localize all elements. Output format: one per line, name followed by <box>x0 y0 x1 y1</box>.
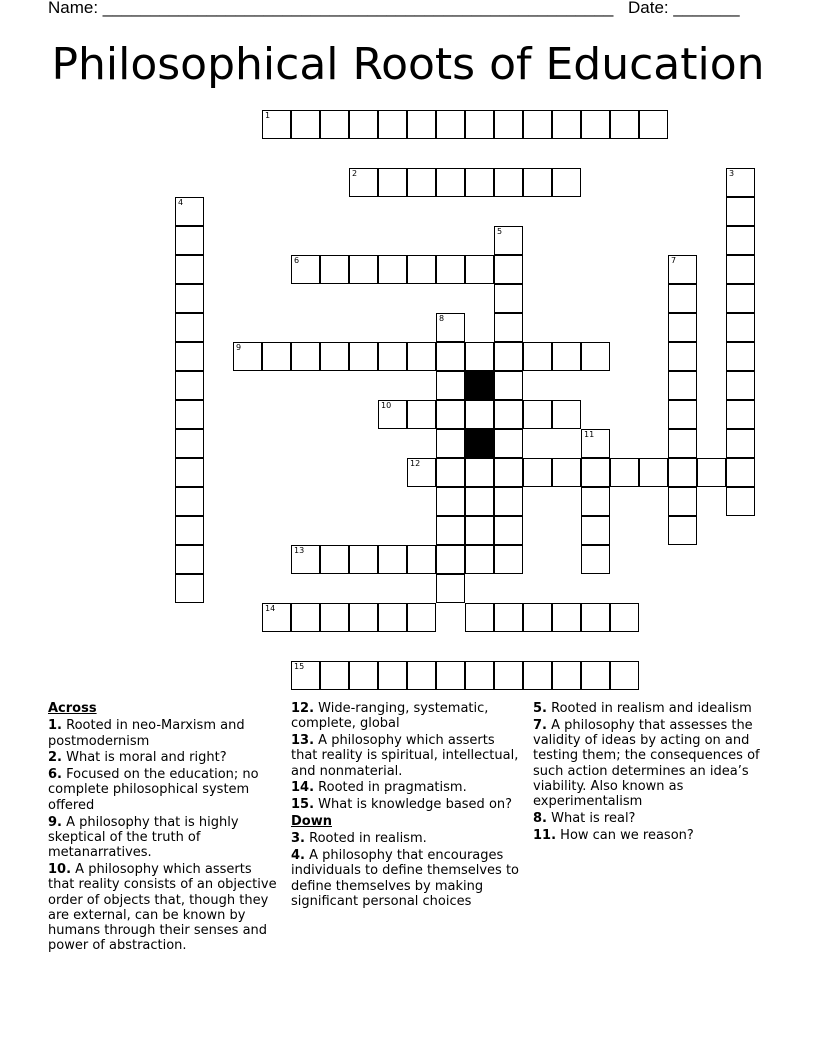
grid-cell[interactable] <box>175 284 204 313</box>
clues-column-1 <box>48 701 280 955</box>
clue-down-7 <box>533 718 765 810</box>
grid-cell[interactable] <box>349 168 378 197</box>
grid-cell[interactable] <box>407 458 436 487</box>
clue-down-11 <box>533 828 765 843</box>
grid-cell[interactable] <box>639 110 668 139</box>
grid-cell[interactable] <box>465 516 494 545</box>
grid-cell[interactable] <box>436 110 465 139</box>
grid-cell[interactable] <box>494 371 523 400</box>
grid-cell[interactable] <box>726 458 755 487</box>
cell-number: 9 <box>236 343 242 353</box>
grid-cell[interactable] <box>668 458 697 487</box>
cell-number: 12 <box>410 459 421 469</box>
grid-cell[interactable] <box>465 255 494 284</box>
grid-cell[interactable] <box>726 429 755 458</box>
grid-cell[interactable] <box>378 342 407 371</box>
grid-cell[interactable] <box>349 110 378 139</box>
grid-cell[interactable] <box>465 110 494 139</box>
grid-cell[interactable] <box>378 400 407 429</box>
grid-cell[interactable] <box>175 458 204 487</box>
clue-text: A philosophy which asserts that reality consists of an objective order of objects that, though they are external, can be known by humans through their senses and power of abstraction. <box>48 861 277 954</box>
grid-cell[interactable] <box>465 603 494 632</box>
clue-down-4 <box>291 848 523 909</box>
grid-cell[interactable] <box>494 400 523 429</box>
grid-cell[interactable] <box>349 255 378 284</box>
grid-cell[interactable] <box>494 516 523 545</box>
grid-cell[interactable] <box>175 516 204 545</box>
grid-cell[interactable] <box>465 661 494 690</box>
clue-number: 2. <box>48 750 62 766</box>
clue-number: 4. <box>291 848 305 864</box>
grid-cell[interactable] <box>436 313 465 342</box>
clue-text: Rooted in realism. <box>304 831 427 847</box>
grid-cell[interactable] <box>349 545 378 574</box>
grid-cell[interactable] <box>378 255 407 284</box>
grid-cell[interactable] <box>378 545 407 574</box>
clue-text: What is knowledge based on? <box>314 797 513 813</box>
grid-cell[interactable] <box>436 661 465 690</box>
grid-cell[interactable] <box>610 458 639 487</box>
grid-cell[interactable] <box>175 197 204 226</box>
grid-cell[interactable] <box>320 603 349 632</box>
grid-cell[interactable] <box>668 371 697 400</box>
grid-cell[interactable] <box>668 516 697 545</box>
grid-cell[interactable] <box>436 458 465 487</box>
grid-cell[interactable] <box>291 545 320 574</box>
grid-cell[interactable] <box>175 545 204 574</box>
grid-cell[interactable] <box>436 574 465 603</box>
grid-cell[interactable] <box>175 487 204 516</box>
grid-cell[interactable] <box>668 342 697 371</box>
grid-cell[interactable] <box>494 313 523 342</box>
grid-cell[interactable] <box>552 342 581 371</box>
cell-number: 6 <box>294 256 300 266</box>
grid-cell[interactable] <box>494 168 523 197</box>
clue-number: 12. <box>291 701 315 716</box>
grid-cell[interactable] <box>581 110 610 139</box>
grid-cell[interactable] <box>523 342 552 371</box>
grid-cell[interactable] <box>494 429 523 458</box>
grid-cell[interactable] <box>726 284 755 313</box>
clue-number: 1. <box>48 718 62 734</box>
clue-text: A philosophy that is highly skeptical of the truth of metanarratives. <box>48 814 239 861</box>
grid-cell[interactable] <box>407 661 436 690</box>
clue-across-10 <box>48 862 280 954</box>
grid-cell[interactable] <box>407 603 436 632</box>
clue-text: A philosophy that encourages individuals to define themselves to define themselves by making significant personal choices <box>291 848 520 910</box>
cell-number: 13 <box>294 546 305 556</box>
clue-number: 13. <box>291 733 315 749</box>
grid-cell[interactable] <box>320 110 349 139</box>
grid-cell[interactable] <box>175 574 204 603</box>
grid-cell[interactable] <box>320 661 349 690</box>
clue-number: 3. <box>291 831 305 847</box>
grid-cell[interactable] <box>175 313 204 342</box>
across-heading: Across <box>48 701 97 716</box>
grid-cell[interactable] <box>726 197 755 226</box>
clue-number: 7. <box>533 717 547 733</box>
grid-cell[interactable] <box>407 400 436 429</box>
grid-cell[interactable] <box>291 255 320 284</box>
name-field[interactable]: Name: ______________________________________________________ <box>48 0 614 17</box>
grid-cell[interactable] <box>668 313 697 342</box>
grid-cell[interactable] <box>262 110 291 139</box>
grid-cell[interactable] <box>494 487 523 516</box>
cell-number: 15 <box>294 662 305 672</box>
clue-text: Rooted in realism and idealism <box>546 701 752 716</box>
grid-cell[interactable] <box>726 342 755 371</box>
grid-cell[interactable] <box>552 661 581 690</box>
grid-cell[interactable] <box>320 545 349 574</box>
grid-cell[interactable] <box>581 487 610 516</box>
grid-cell[interactable] <box>175 429 204 458</box>
grid-cell[interactable] <box>726 226 755 255</box>
grid-cell[interactable] <box>262 342 291 371</box>
grid-cell[interactable] <box>726 168 755 197</box>
grid-cell[interactable] <box>552 168 581 197</box>
grid-cell[interactable] <box>610 110 639 139</box>
grid-cell[interactable] <box>494 545 523 574</box>
down-heading: Down <box>291 814 332 830</box>
grid-cell[interactable] <box>668 487 697 516</box>
grid-cell[interactable] <box>465 545 494 574</box>
grid-cell[interactable] <box>581 516 610 545</box>
clue-across-13 <box>291 733 523 779</box>
clue-across-14 <box>291 780 523 795</box>
clue-text: Focused on the education; no complete philosophical system offered <box>48 767 259 813</box>
grid-cell[interactable] <box>726 313 755 342</box>
grid-cell[interactable] <box>523 400 552 429</box>
clue-number: 6. <box>48 767 62 783</box>
clue-down-8 <box>533 811 765 826</box>
clue-across-9 <box>48 815 280 861</box>
grid-cell[interactable] <box>552 400 581 429</box>
clue-text: Wide-ranging, systematic, complete, global <box>291 701 489 732</box>
grid-cell[interactable] <box>436 429 465 458</box>
grid-cell[interactable] <box>494 255 523 284</box>
grid-cell[interactable] <box>378 168 407 197</box>
grid-cell[interactable] <box>175 400 204 429</box>
grid-cell[interactable] <box>407 255 436 284</box>
grid-cell[interactable] <box>668 284 697 313</box>
grid-cell[interactable] <box>726 371 755 400</box>
clue-text: Rooted in neo-Marxism and postmodernism <box>48 718 245 749</box>
grid-cell[interactable] <box>668 429 697 458</box>
cell-number: 8 <box>439 314 445 324</box>
clue-down-3 <box>291 831 523 846</box>
clue-number: 8. <box>533 811 547 827</box>
cell-number: 11 <box>584 430 595 440</box>
grid-cell[interactable] <box>581 429 610 458</box>
grid-cell[interactable] <box>552 110 581 139</box>
grid-cell[interactable] <box>668 255 697 284</box>
clue-number: 11. <box>533 827 557 843</box>
cell-number: 14 <box>265 604 276 614</box>
grid-cell[interactable] <box>494 226 523 255</box>
date-field[interactable]: Date: _______ <box>628 0 740 17</box>
clues-column-3 <box>533 701 765 845</box>
grid-cell[interactable] <box>465 400 494 429</box>
grid-cell[interactable] <box>378 661 407 690</box>
grid-cell[interactable] <box>523 458 552 487</box>
grid-cell[interactable] <box>349 342 378 371</box>
grid-cell[interactable] <box>465 487 494 516</box>
clue-text: What is moral and right? <box>61 750 227 766</box>
black-cell <box>465 429 494 458</box>
grid-cell[interactable] <box>320 342 349 371</box>
grid-cell[interactable] <box>668 400 697 429</box>
grid-cell[interactable] <box>262 603 291 632</box>
clue-number: 14. <box>291 780 315 796</box>
grid-cell[interactable] <box>175 255 204 284</box>
grid-cell[interactable] <box>523 110 552 139</box>
grid-cell[interactable] <box>726 255 755 284</box>
grid-cell[interactable] <box>494 603 523 632</box>
grid-cell[interactable] <box>407 168 436 197</box>
grid-cell[interactable] <box>175 342 204 371</box>
grid-cell[interactable] <box>349 603 378 632</box>
page-title: Philosophical Roots of Education <box>51 39 765 90</box>
grid-cell[interactable] <box>639 458 668 487</box>
grid-cell[interactable] <box>436 371 465 400</box>
grid-cell[interactable] <box>291 110 320 139</box>
cell-number: 1 <box>265 111 271 121</box>
grid-cell[interactable] <box>552 458 581 487</box>
cell-number: 2 <box>352 169 358 179</box>
clue-number: 5. <box>533 701 547 716</box>
grid-cell[interactable] <box>378 110 407 139</box>
clue-text: Rooted in pragmatism. <box>314 780 467 796</box>
grid-cell[interactable] <box>291 661 320 690</box>
grid-cell[interactable] <box>523 168 552 197</box>
clue-across-2 <box>48 750 280 765</box>
grid-cell[interactable] <box>581 458 610 487</box>
clue-across-12 <box>291 701 523 732</box>
grid-cell[interactable] <box>552 603 581 632</box>
clue-across-6 <box>48 767 280 813</box>
grid-cell[interactable] <box>494 661 523 690</box>
grid-cell[interactable] <box>291 603 320 632</box>
grid-cell[interactable] <box>494 342 523 371</box>
black-cell <box>465 371 494 400</box>
clue-number: 9. <box>48 814 62 830</box>
grid-cell[interactable] <box>494 284 523 313</box>
cell-number: 7 <box>671 256 677 266</box>
grid-cell[interactable] <box>436 168 465 197</box>
grid-cell[interactable] <box>233 342 262 371</box>
grid-cell[interactable] <box>523 603 552 632</box>
grid-cell[interactable] <box>465 342 494 371</box>
clue-across-1 <box>48 718 280 749</box>
grid-cell[interactable] <box>436 342 465 371</box>
clue-text: A philosophy which asserts that reality is spiritual, intellectual, and nonmaterial. <box>291 733 519 779</box>
grid-cell[interactable] <box>581 603 610 632</box>
clue-text: What is real? <box>546 811 636 827</box>
grid-cell[interactable] <box>465 458 494 487</box>
grid-cell[interactable] <box>349 661 378 690</box>
cell-number: 3 <box>729 169 735 179</box>
grid-cell[interactable] <box>436 545 465 574</box>
grid-cell[interactable] <box>407 545 436 574</box>
grid-cell[interactable] <box>494 110 523 139</box>
grid-cell[interactable] <box>407 342 436 371</box>
grid-cell[interactable] <box>407 110 436 139</box>
grid-cell[interactable] <box>726 487 755 516</box>
clue-down-5 <box>533 701 765 716</box>
grid-cell[interactable] <box>378 603 407 632</box>
clue-number: 10. <box>48 861 72 877</box>
grid-cell[interactable] <box>291 342 320 371</box>
grid-cell[interactable] <box>581 661 610 690</box>
grid-cell[interactable] <box>726 400 755 429</box>
grid-cell[interactable] <box>320 255 349 284</box>
grid-cell[interactable] <box>610 603 639 632</box>
grid-cell[interactable] <box>581 342 610 371</box>
clue-across-15 <box>291 797 523 812</box>
clue-text: How can we reason? <box>556 827 694 843</box>
clue-text: A philosophy that assesses the validity of ideas by acting on and testing them; the consequences of such action determines an idea’s viability. Also known as experimentalism <box>533 717 760 810</box>
grid-cell[interactable] <box>436 516 465 545</box>
grid-cell[interactable] <box>436 255 465 284</box>
grid-cell[interactable] <box>523 661 552 690</box>
grid-cell[interactable] <box>175 371 204 400</box>
grid-cell[interactable] <box>465 168 494 197</box>
cell-number: 10 <box>381 401 392 411</box>
grid-cell[interactable] <box>436 400 465 429</box>
grid-cell[interactable] <box>175 226 204 255</box>
cell-number: 4 <box>178 198 184 208</box>
cell-number: 5 <box>497 227 503 237</box>
grid-cell[interactable] <box>494 458 523 487</box>
clue-number: 15. <box>291 797 315 813</box>
clues-column-2 <box>291 701 523 911</box>
grid-cell[interactable] <box>697 458 726 487</box>
grid-cell[interactable] <box>610 661 639 690</box>
grid-cell[interactable] <box>436 487 465 516</box>
grid-cell[interactable] <box>581 545 610 574</box>
